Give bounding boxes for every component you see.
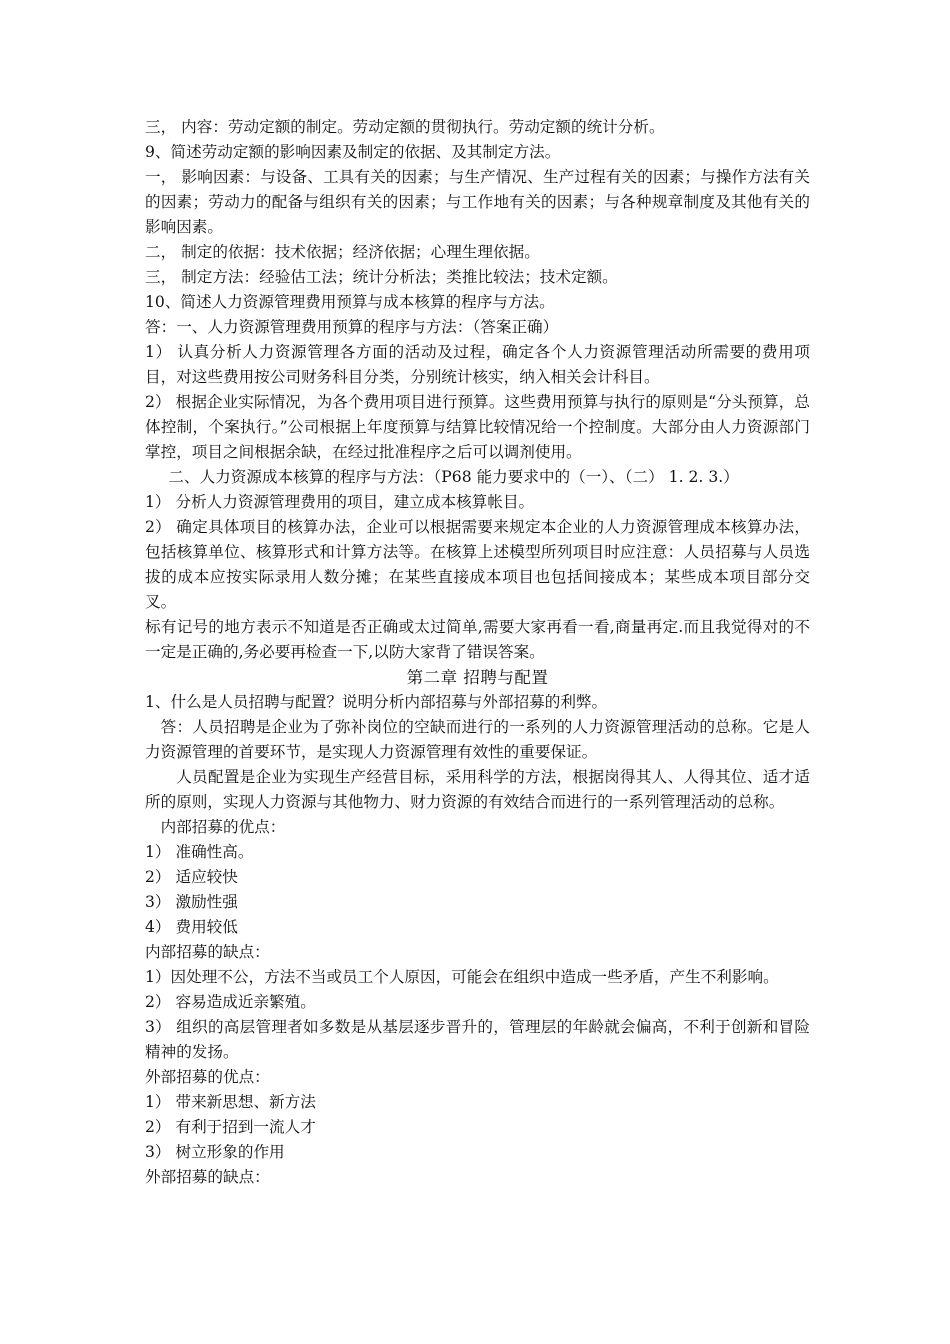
paragraph: 人员配置是企业为实现生产经营目标，采用科学的方法，根据岗得其人、人得其位、适才适所的原则，实现人力资源与其他物力、财力资源的有效结合而进行的一系列管理活动的总称。 <box>145 768 810 811</box>
chapter-heading: 第二章 招聘与配置 <box>406 668 549 687</box>
list-item: 3） 树立形象的作用 <box>145 1143 285 1161</box>
note-paragraph: 标有记号的地方表示不知道是否正确或太过简单,需要大家再看一看,商量再定.而且我觉得对的不一定是正确的,务必要再检查一下,以防大家背了错误答案。 <box>145 618 810 661</box>
document-page <box>145 115 810 1190</box>
list-item: 2） 容易造成近亲繁殖。 <box>145 993 316 1011</box>
subheading: 外部招募的优点： <box>145 1068 270 1086</box>
list-item: 1）因处理不公，方法不当或员工个人原因，可能会在组织中造成一些矛盾，产生不利影响。 <box>145 968 779 986</box>
paragraph: 1） 分析人力资源管理费用的项目，建立成本核算帐目。 <box>145 493 535 511</box>
question-9: 9、简述劳动定额的影响因素及制定的依据、及其制定方法。 <box>145 143 561 161</box>
list-item: 2） 适应较快 <box>145 868 238 886</box>
list-item: 4） 费用较低 <box>145 918 238 936</box>
paragraph: 答：一、人力资源管理费用预算的程序与方法：（答案正确） <box>145 318 559 336</box>
paragraph: 2） 确定具体项目的核算办法，企业可以根据需要来规定本企业的人力资源管理成本核算办法，包括核算单位、核算形式和计算方法等。在核算上述模型所列项目时应注意：人员招募与人员选拔的成本应按实际录用人数分摊；在某些直接成本项目也包括间接成本；某些成本项目部分交叉。 <box>145 518 810 611</box>
paragraph: 1） 认真分析人力资源管理各方面的活动及过程，确定各个人力资源管理活动所需要的费用项目，对这些费用按公司财务科目分类，分别统计核实，纳入相关会计科目。 <box>145 343 810 386</box>
paragraph: 三， 制定方法：经验估工法；统计分析法；类推比较法；技术定额。 <box>145 268 618 286</box>
paragraph: 二， 制定的依据：技术依据；经济依据；心理生理依据。 <box>145 243 540 261</box>
list-item: 1） 带来新思想、新方法 <box>145 1093 316 1111</box>
list-item: 3） 激励性强 <box>145 893 238 911</box>
question-10: 10、简述人力资源管理费用预算与成本核算的程序与方法。 <box>145 293 555 311</box>
paragraph: 答：人员招聘是企业为了弥补岗位的空缺而进行的一系列的人力资源管理活动的总称。它是人力资源管理的首要环节，是实现人力资源管理有效性的重要保证。 <box>145 718 810 761</box>
list-item: 1） 准确性高。 <box>145 843 254 861</box>
subheading: 内部招募的优点： <box>160 818 286 836</box>
list-item: 3） 组织的高层管理者如多数是从基层逐步晋升的，管理层的年龄就会偏高，不利于创新和冒险精神的发扬。 <box>145 1018 810 1061</box>
subheading: 内部招募的缺点： <box>145 943 270 961</box>
subheading: 外部招募的缺点： <box>145 1168 270 1186</box>
paragraph: 2） 根据企业实际情况，为各个费用项目进行预算。这些费用预算与执行的原则是“分头预算，总体控制，个案执行。”公司根据上年度预算与结算比较情况给一个控制度。大部分由人力资源部门掌控，项目之间根据余缺，在经过批准程序之后可以调剂使用。 <box>145 393 810 461</box>
paragraph: 三， 内容：劳动定额的制定。劳动定额的贯彻执行。劳动定额的统计分析。 <box>145 118 665 136</box>
paragraph: 一， 影响因素：与设备、工具有关的因素；与生产情况、生产过程有关的因素；与操作方法有关的因素；劳动力的配备与组织有关的因素；与工作地有关的因素；与各种规章制度及其他有关的影响因素。 <box>145 168 810 236</box>
question-1: 1、什么是人员招聘与配置？说明分析内部招募与外部招募的利弊。 <box>145 693 608 711</box>
paragraph: 二、人力资源成本核算的程序与方法：（P68 能力要求中的（一）、（二） 1. 2. 3.） <box>168 468 739 486</box>
list-item: 2） 有利于招到一流人才 <box>145 1118 316 1136</box>
